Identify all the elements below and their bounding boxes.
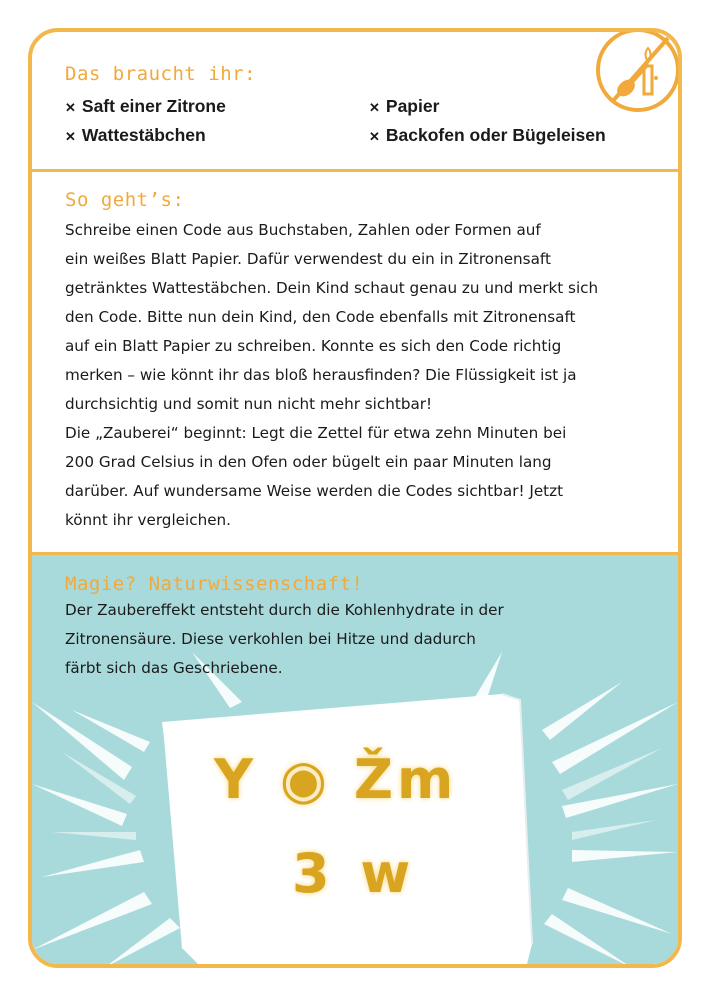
needs-heading: Das braucht ihr: [65,63,257,85]
instructions-line: darüber. Auf wundersame Weise werden die Codes sichtbar! Jetzt [65,482,564,500]
instructions-line: könnt ihr vergleichen. [65,511,232,529]
science-panel [32,552,678,968]
lemon-code-row-2: 3 w [292,842,417,905]
activity-card [28,28,682,968]
instructions-line: getränktes Wattestäbchen. Dein Kind schaut genau zu und merkt sich [65,279,599,297]
instructions-line: den Code. Bitte nun dein Kind, den Code ebenfalls mit Zitronensaft [65,308,576,326]
x-bullet-icon: ✕ [369,129,380,144]
needs-item: ✕ Wattestäbchen [65,125,206,145]
instructions-text [65,216,598,535]
instructions-line: Schreibe einen Code aus Buchstaben, Zahlen oder Formen auf [65,221,541,239]
instructions-line: 200 Grad Celsius in den Ofen oder bügelt ein paar Minuten lang [65,453,552,471]
instructions-line: durchsichtig und somit nun nicht mehr sichtbar! [65,395,433,413]
needs-list-left [65,92,226,150]
needs-list-right [369,92,606,150]
instructions-line: ein weißes Blatt Papier. Dafür verwendest du ein in Zitronensaft [65,250,551,268]
needs-item: ✕ Papier [369,96,440,116]
science-heading: Magie? Naturwissenschaft! [65,573,364,595]
lemon-code-row-1: Y ◉ Žm [214,748,458,811]
needs-item: ✕ Saft einer Zitrone [65,96,226,116]
science-line: Der Zaubereffekt entsteht durch die Kohlenhydrate in der [65,601,504,619]
instructions-heading: So geht’s: [65,189,185,211]
instructions-line: auf ein Blatt Papier zu schreiben. Konnte es sich den Code richtig [65,337,562,355]
needs-item: ✕ Backofen oder Bügeleisen [369,125,606,145]
x-bullet-icon: ✕ [369,100,380,115]
science-text [65,596,504,683]
science-line: Zitronensäure. Diese verkohlen bei Hitze und dadurch [65,630,476,648]
section-divider [32,169,678,172]
science-line: färbt sich das Geschriebene. [65,659,283,677]
instructions-line: Die „Zauberei“ beginnt: Legt die Zettel für etwa zehn Minuten bei [65,424,567,442]
instructions-line: merken – wie könnt ihr das bloß herausfinden? Die Flüssigkeit ist ja [65,366,577,384]
x-bullet-icon: ✕ [65,100,76,115]
x-bullet-icon: ✕ [65,129,76,144]
